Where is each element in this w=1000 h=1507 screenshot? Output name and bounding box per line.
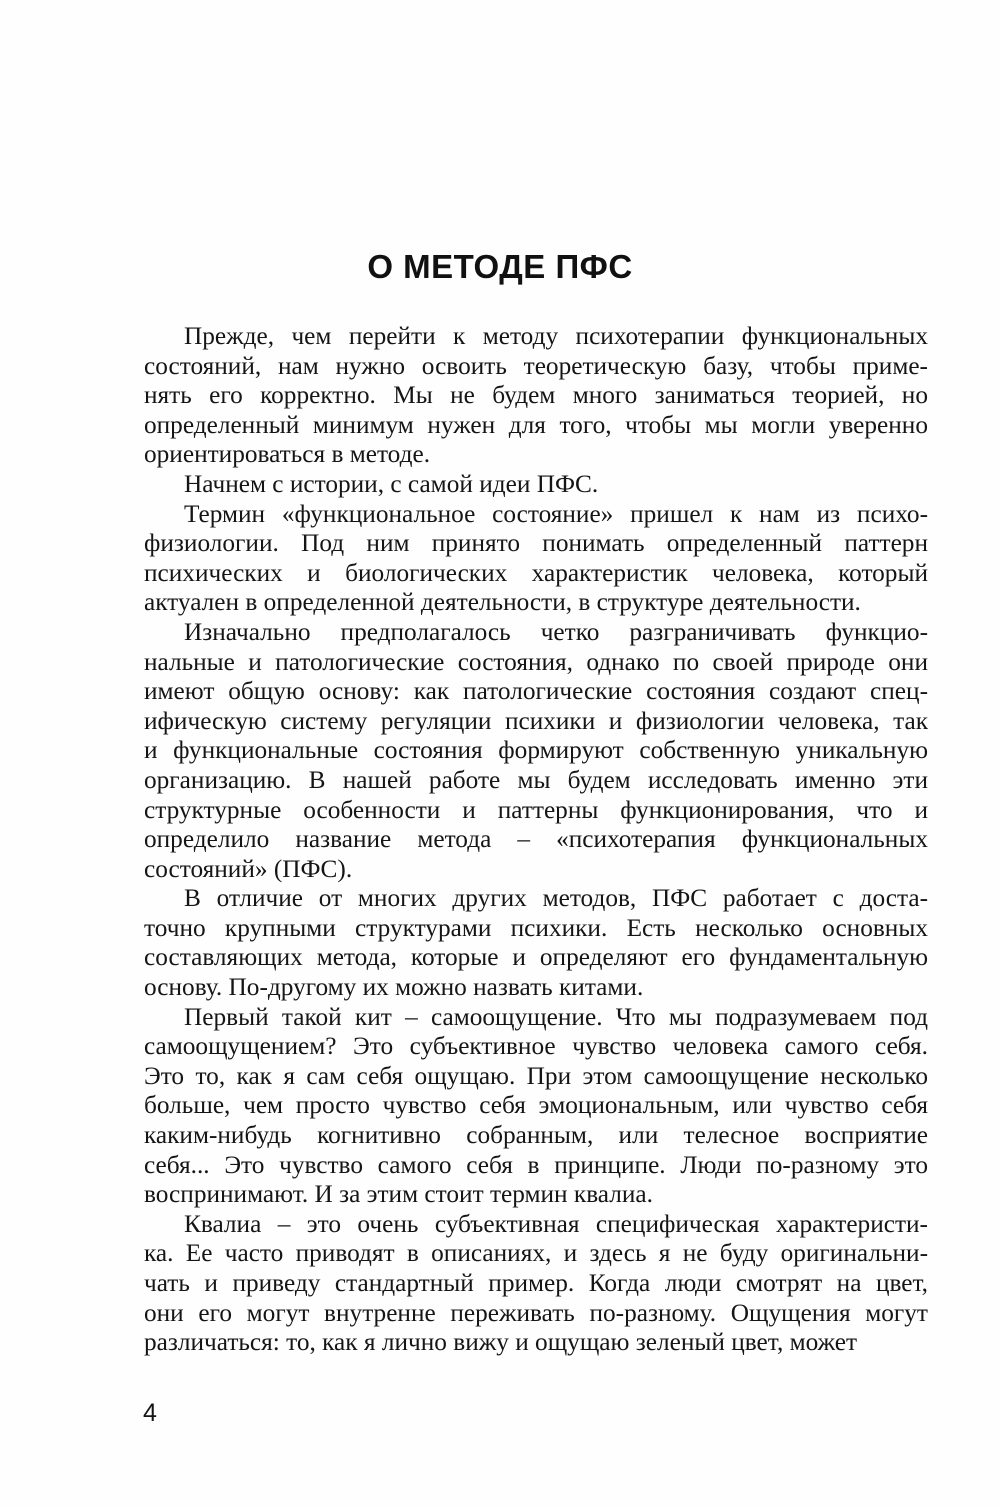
chapter-title: О МЕТОДЕ ПФС	[367, 248, 633, 285]
text-line: они его могут внутренне переживать по-разному. Ощущения могут	[144, 1298, 928, 1327]
text-line: самоощущением? Это субъективное чувство человека самого себя.	[144, 1032, 928, 1061]
text-line: ка. Ее часто приводят в описаниях, и здесь я не буду оригинальни-	[144, 1239, 928, 1268]
text-line: Это то, как я сам себя ощущаю. При этом самоощущение несколько	[144, 1061, 928, 1090]
text-line: организацию. В нашей работе мы будем исследовать именно эти	[144, 765, 928, 794]
text-line: ифическую систему регуляции психики и физиологии человека, так	[144, 706, 928, 735]
text-line: Термин «функциональное состояние» пришел к нам из психо-	[184, 499, 928, 528]
text-line: Изначально предполагалось четко разграничивать функцио-	[184, 617, 928, 646]
text-line: воспринимают. И за этим стоит термин квалиа.	[144, 1180, 653, 1209]
text-line: определило название метода – «психотерапия функциональных	[144, 825, 928, 854]
text-line: состояний, нам нужно освоить теоретическую базу, чтобы приме-	[144, 351, 928, 380]
paragraph	[144, 618, 928, 884]
text-line: ориентироваться в методе.	[144, 440, 431, 469]
paragraph	[144, 470, 928, 500]
text-line: Начнем с истории, с самой идеи ПФС.	[184, 469, 599, 498]
text-line: различаться: то, как я лично вижу и ощущаю зеленый цвет, может	[144, 1328, 858, 1357]
text-line: актуален в определенной деятельности, в структуре деятельности.	[144, 588, 861, 617]
text-line: основу. По-другому их можно назвать китами.	[144, 973, 644, 1002]
text-line: нальные и патологические состояния, однако по своей природе они	[144, 647, 928, 676]
text-line: физиологии. Под ним принято понимать определенный паттерн	[144, 529, 928, 558]
text-line: Первый такой кит – самоощущение. Что мы подразумеваем под	[184, 1002, 928, 1031]
text-line: состояний» (ПФС).	[144, 854, 353, 883]
text-line: структурные особенности и паттерны функционирования, что и	[144, 795, 928, 824]
text-line: Квалиа – это очень субъективная специфическая характеристи-	[184, 1209, 928, 1238]
text-line: и функциональные состояния формируют собственную уникальную	[144, 736, 928, 765]
text-line: Прежде, чем перейти к методу психотерапии функциональных	[184, 322, 928, 350]
text-line: определенный минимум нужен для того, чтобы мы могли уверенно	[144, 410, 928, 439]
paragraph	[144, 1210, 928, 1358]
paragraph	[144, 884, 928, 1002]
body-text	[144, 322, 928, 1358]
text-line: чать и приведу стандартный пример. Когда люди смотрят на цвет,	[144, 1269, 928, 1297]
paragraph	[144, 1003, 928, 1210]
text-line: нять его корректно. Мы не будем много заниматься теорией, но	[144, 381, 928, 410]
paragraph	[144, 500, 928, 618]
text-line: психических и биологических характеристик человека, который	[144, 558, 928, 587]
text-line: В отличие от многих других методов, ПФС работает с доста-	[184, 884, 928, 913]
page-number: 4	[143, 1399, 157, 1427]
paragraph	[144, 322, 928, 470]
text-line: каким-нибудь когнитивно собранным, или телесное восприятие	[144, 1121, 928, 1150]
text-line: составляющих метода, которые и определяют его фундаментальную	[144, 943, 928, 972]
text-line: больше, чем просто чувство себя эмоциональным, или чувство себя	[144, 1091, 928, 1120]
text-line: точно крупными структурами психики. Есть несколько основных	[144, 913, 928, 942]
text-line: имеют общую основу: как патологические состояния создают спец-	[144, 677, 928, 706]
text-line: себя... Это чувство самого себя в принципе. Люди по-разному это	[144, 1150, 928, 1179]
